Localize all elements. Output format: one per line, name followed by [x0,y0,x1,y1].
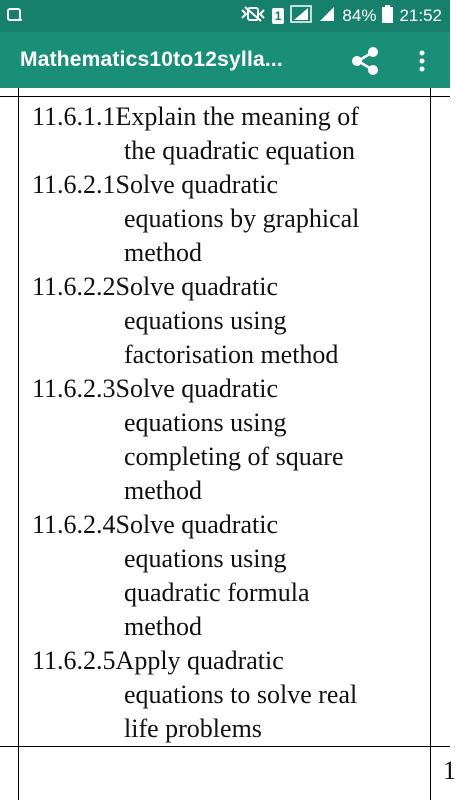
sim-indicator-icon: 1 [272,8,285,24]
battery-icon [382,5,393,28]
outcome-text-line: quadratic formula [124,578,310,607]
outcome-text-line: factorisation method [124,340,339,369]
outcome-code: 11.6.1.1 [32,102,116,131]
outcome-text-line: equations using [124,306,287,335]
outcome-text-line: equations using [124,544,287,573]
signal-icon-2 [318,5,336,28]
outcome-text-line: method [124,612,202,641]
table-border-middle [0,746,450,747]
outcome-code: 11.6.2.4 [32,510,116,539]
outcome-item [32,508,432,542]
overflow-menu-button[interactable] [408,44,436,78]
outcome-item [32,270,432,304]
share-button[interactable] [346,42,384,80]
outcome-text-line: equations by graphical [124,204,360,233]
pdf-page-view[interactable] [0,88,456,800]
notification-icon [6,6,24,29]
outcome-item [32,100,432,134]
document-title: Mathematics10to12sylla... [20,48,283,71]
outcome-text-line: method [124,238,202,267]
outcome-text-line: the quadratic equation [124,136,356,165]
outcome-text-line: Explain the meaning of [115,102,359,131]
outcome-item [32,372,432,406]
table-border-top [0,96,450,97]
outcome-code: 11.6.2.3 [32,374,116,403]
clock: 21:52 [399,6,442,25]
battery-percent: 84% [342,6,377,25]
table-border-left [18,88,19,800]
more-vert-icon [408,44,436,78]
outcome-text-line: Solve quadratic [115,170,278,199]
outcome-text-line: life problems [124,714,262,743]
outcome-code: 11.6.2.5 [32,646,116,675]
outcome-text-line: Solve quadratic [115,510,278,539]
outcome-text-line: Solve quadratic [115,374,278,403]
outcome-text-line: equations to solve real [124,680,358,709]
outcome-code: 11.6.2.1 [32,170,116,199]
clipped-text-fragment: 1 [443,756,456,785]
outcome-text-line: Solve quadratic [115,272,278,301]
outcome-code: 11.6.2.2 [32,272,116,301]
outcome-text-line: equations using [124,408,287,437]
status-bar [0,0,450,32]
signal-icon [290,5,312,28]
outcome-text-line: method [124,476,202,505]
outcome-item [32,644,432,678]
outcome-item [32,168,432,202]
app-bar [0,32,450,88]
learning-outcomes-list [32,100,432,746]
share-icon [346,42,384,80]
mute-vibrate-icon [240,6,266,27]
outcome-text-line: completing of square [124,442,344,471]
outcome-text-line: Apply quadratic [115,646,284,675]
